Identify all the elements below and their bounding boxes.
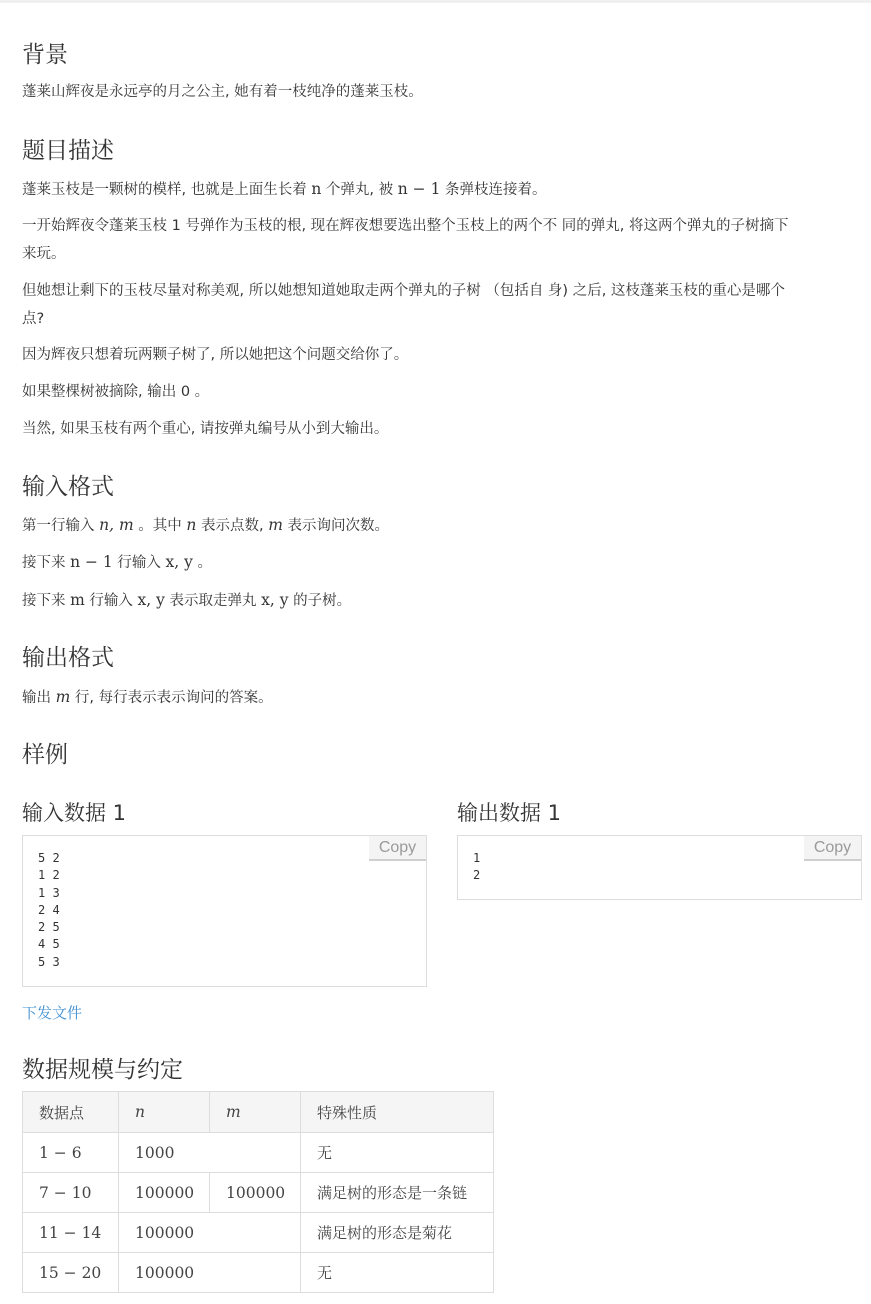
- table-cell: 11 − 14: [23, 1213, 119, 1253]
- text: 行输入: [89, 593, 133, 609]
- table-cell: 无: [301, 1253, 494, 1293]
- text: 接下来: [22, 555, 66, 571]
- input-paragraph-1: [22, 511, 389, 540]
- math-var: n, m: [99, 516, 134, 534]
- table-row: [23, 1133, 494, 1173]
- table-cell: 7 − 10: [23, 1173, 119, 1213]
- copy-output-button[interactable]: Copy: [804, 836, 861, 861]
- sample-output-box: [457, 835, 862, 900]
- sample-output-text: 1 2: [473, 851, 481, 883]
- math-x-y: x, y: [261, 591, 289, 609]
- text: 第一行输入: [22, 518, 95, 534]
- output-paragraph-1: [22, 683, 273, 712]
- sample-input-box: [22, 835, 427, 987]
- table-cell: 无: [301, 1133, 494, 1173]
- section-title-output: 输出格式: [22, 645, 114, 671]
- table-cell: 100000: [119, 1213, 301, 1253]
- math-n-m: [99, 516, 134, 534]
- section-title-limits: 数据规模与约定: [22, 1057, 183, 1083]
- section-title-samples: 样例: [22, 742, 68, 768]
- text: 表示询问次数。: [287, 518, 389, 534]
- table-cell: 满足树的形态是菊花: [301, 1213, 494, 1253]
- table-row: [23, 1173, 494, 1213]
- sample-input-text: 5 2 1 2 1 3 2 4 2 5 4 5 5 3: [38, 851, 60, 969]
- sample-output-title: 输出数据 1: [457, 801, 562, 825]
- math-n: n: [311, 180, 322, 198]
- sample-input-title: 输入数据 1: [22, 801, 127, 825]
- table-cell: 1000: [119, 1133, 301, 1173]
- math-n-minus-1: n − 1: [397, 180, 441, 198]
- math-n-minus-1: n − 1: [70, 553, 113, 571]
- math-var: m: [226, 1103, 241, 1121]
- math-x-y: x, y: [165, 553, 193, 571]
- text: 的子树。: [293, 593, 352, 609]
- desc-paragraph-3-line-2: 点?: [22, 311, 45, 327]
- text: 个弹丸, 被: [325, 182, 394, 198]
- table-cell: 100000: [119, 1173, 210, 1213]
- table-cell: 1 − 6: [23, 1133, 119, 1173]
- section-title-input: 输入格式: [22, 474, 114, 500]
- text: 表示取走弹丸: [169, 593, 257, 609]
- text: 行, 每行表示表示询问的答案。: [74, 690, 273, 706]
- math-n: [186, 516, 196, 534]
- text: 蓬莱玉枝是一颗树的模样, 也就是上面生长着: [22, 182, 307, 198]
- math-var: n: [186, 516, 197, 534]
- desc-paragraph-1: [22, 175, 547, 204]
- text: 条弹枝连接着。: [445, 182, 547, 198]
- top-border: [0, 0, 871, 3]
- text: 行输入: [117, 555, 161, 571]
- math-m: m: [70, 591, 85, 609]
- desc-paragraph-6: 当然, 如果玉枝有两个重心, 请按弹丸编号从小到大输出。: [22, 421, 389, 437]
- table-row: [23, 1253, 494, 1293]
- math-m: [56, 688, 71, 706]
- copy-input-button[interactable]: Copy: [369, 836, 426, 861]
- header-cell: [210, 1092, 301, 1133]
- desc-paragraph-5: 如果整棵树被摘除, 输出 0 。: [22, 384, 210, 400]
- text: 输出: [22, 690, 51, 706]
- header-cell: 数据点: [23, 1092, 119, 1133]
- text: 。其中: [138, 518, 182, 534]
- desc-paragraph-2-line-2: 来玩。: [22, 246, 66, 262]
- math-var: m: [55, 688, 71, 706]
- table-cell: 15 − 20: [23, 1253, 119, 1293]
- background-text: 蓬莱山辉夜是永远亭的月之公主, 她有着一枝纯净的蓬莱玉枝。: [22, 84, 423, 100]
- table-row: [23, 1213, 494, 1253]
- desc-paragraph-4: 因为辉夜只想着玩两颗子树了, 所以她把这个问题交给你了。: [22, 347, 409, 363]
- math-x-y: x, y: [137, 591, 165, 609]
- header-cell: 特殊性质: [301, 1092, 494, 1133]
- desc-paragraph-3-line-1: 但她想让剩下的玉枝尽量对称美观, 所以她想知道她取走两个弹丸的子树 （包括自 身) 之后, 这枝蓬莱玉枝的重心是哪个: [22, 283, 785, 299]
- text: 表示点数,: [200, 518, 264, 534]
- table-cell: 100000: [119, 1253, 301, 1293]
- download-files-link[interactable]: 下发文件: [22, 1004, 83, 1022]
- table-header-row: [23, 1092, 494, 1133]
- math-m: [268, 516, 283, 534]
- section-title-description: 题目描述: [22, 138, 114, 164]
- table-cell: 满足树的形态是一条链: [301, 1173, 494, 1213]
- desc-paragraph-2-line-1: 一开始辉夜令蓬莱玉枝 1 号弹作为玉枝的根, 现在辉夜想要选出整个玉枝上的两个不 同的弹丸, 将这两个弹丸的子树摘下: [22, 218, 789, 234]
- input-paragraph-3: [22, 586, 351, 615]
- math-var: n: [135, 1103, 145, 1121]
- math-var: m: [268, 516, 283, 534]
- text: 接下来: [22, 593, 66, 609]
- table-cell: 100000: [210, 1173, 301, 1213]
- text: 。: [197, 555, 212, 571]
- section-title-background: 背景: [22, 42, 68, 68]
- header-cell: [119, 1092, 210, 1133]
- input-paragraph-2: [22, 548, 212, 577]
- limits-table: [22, 1091, 494, 1293]
